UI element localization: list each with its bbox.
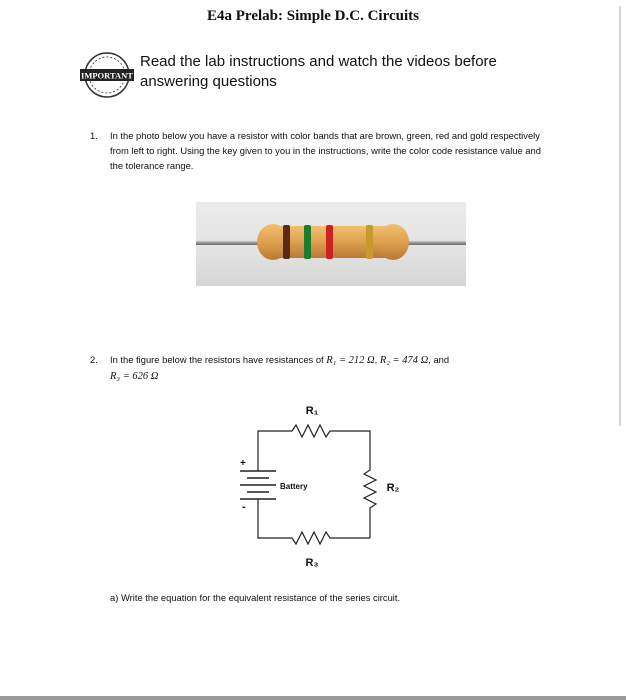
- question-1: [90, 128, 550, 173]
- color-band-red: [326, 225, 333, 259]
- color-band-brown: [283, 225, 290, 259]
- document-title: E4a Prelab: Simple D.C. Circuits: [207, 8, 419, 24]
- r2-resistor-wire: [364, 470, 376, 538]
- question-2-text: In the figure below the resistors have resistances of R₁ = 212 Ω, R₂ = 474 Ω, and R₃ = 626 Ω: [110, 354, 450, 382]
- r3-label: R₃: [305, 557, 319, 569]
- question-1-text: In the photo below you have a resistor with color bands that are brown, green, red and gold respectively from left to right. Using the key given to you in the instructions, write the color code resistance value and the tolerance range.: [110, 130, 541, 171]
- question-2-lead: In the figure below the resistors have resistances of: [110, 354, 324, 365]
- r1-label: R₁: [305, 405, 319, 417]
- series-circuit-diagram: [230, 398, 420, 578]
- question-1-number: 1.: [90, 130, 98, 141]
- part-a-label: a): [110, 592, 119, 603]
- battery-label: Battery: [280, 482, 308, 491]
- question-2a: [110, 592, 400, 603]
- r2-value: R₂ = 474 Ω: [379, 355, 429, 366]
- scrollbar-track[interactable]: [619, 6, 621, 426]
- page-bottom-divider: [0, 696, 626, 700]
- question-2: [90, 352, 550, 384]
- part-a-text: Write the equation for the equivalent resistance of the series circuit.: [120, 592, 401, 603]
- important-badge-text: IMPORTANT: [81, 70, 133, 81]
- battery-plus-label: +: [240, 458, 246, 469]
- battery-minus-label: -: [242, 501, 246, 513]
- question-2-number: 2.: [90, 354, 98, 365]
- r3-resistor-wire: [258, 506, 370, 544]
- resistor-photo: [196, 202, 466, 286]
- r2-label: R₂: [386, 482, 400, 494]
- r3-value: R₃ = 626 Ω: [110, 371, 159, 382]
- r1-resistor-wire: [258, 425, 370, 470]
- color-band-green: [304, 225, 311, 259]
- important-notice: Read the lab instructions and watch the videos before answering questions: [140, 53, 497, 90]
- important-stamp-icon: [78, 50, 136, 100]
- and-word: and: [433, 354, 450, 365]
- color-band-gold: [366, 225, 373, 259]
- r1-value: R₁ = 212 Ω: [326, 355, 375, 366]
